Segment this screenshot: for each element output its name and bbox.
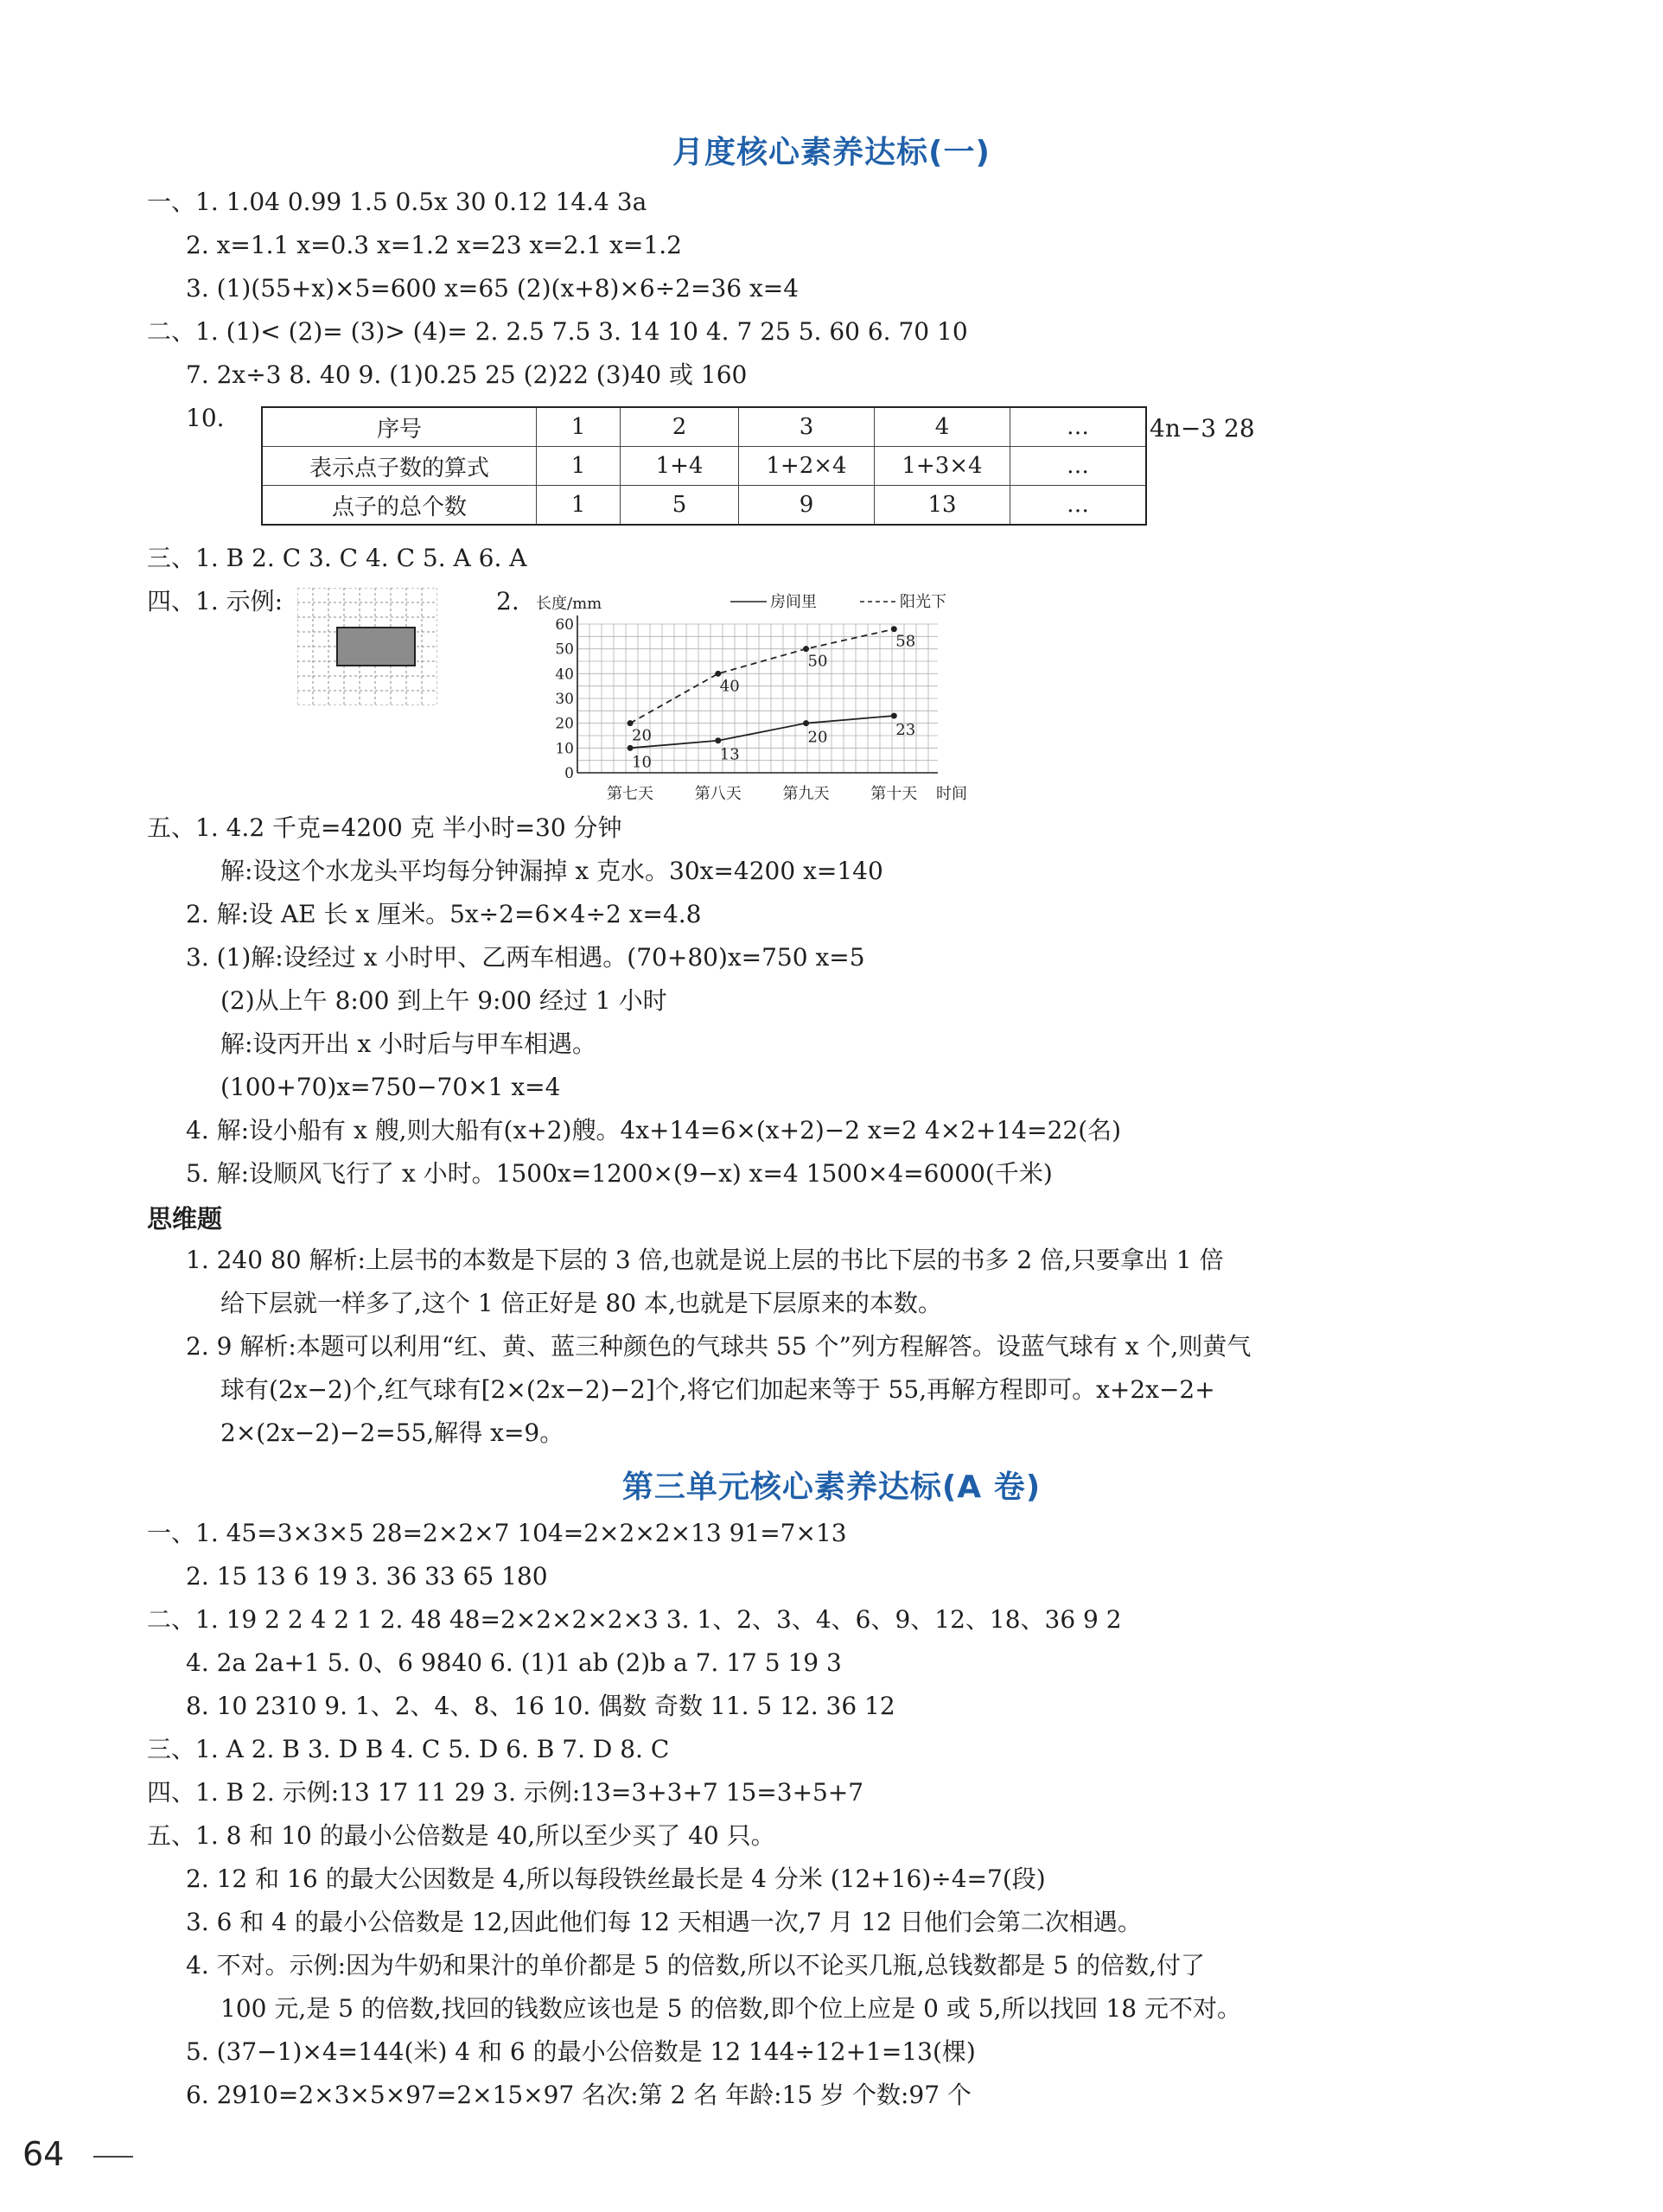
y-tick-label: 10: [555, 740, 574, 758]
answer-line: 五、1. 4.2 千克=4200 克 半小时=30 分钟: [147, 813, 622, 842]
data-point: [628, 720, 634, 726]
series-line-room: [630, 716, 894, 748]
grid-example-figure: [297, 588, 437, 705]
data-point: [715, 737, 721, 743]
table-cell: 4: [875, 407, 1010, 447]
page-number-dash: [93, 2156, 133, 2158]
answer-line: (100+70)x=750−70×1 x=4: [220, 1073, 561, 1101]
y-axis-label: 长度/mm: [536, 595, 602, 613]
section-title-monthly: 月度核心素养达标(一): [672, 135, 991, 170]
data-label: 20: [807, 728, 828, 747]
thinking-section-title: 思维题: [147, 1204, 223, 1233]
data-label: 40: [719, 677, 740, 696]
data-point: [628, 745, 634, 751]
answer-line: 4. 不对。示例:因为牛奶和果汁的单价都是 5 的倍数,所以不论买几瓶,总钱数都是 5 的倍数,付了: [186, 1951, 1205, 1979]
answer-line: 解:设这个水龙头平均每分钟漏掉 x 克水。30x=4200 x=140: [220, 857, 883, 885]
answer-line: 2. x=1.1 x=0.3 x=1.2 x=23 x=2.1 x=1.2: [186, 231, 682, 259]
data-point: [803, 646, 809, 652]
answer-line: 2. 12 和 16 的最大公因数是 4,所以每段铁丝最长是 4 分米 (12+16)÷4=7(段): [186, 1865, 1046, 1893]
section-title-unit3: 第三单元核心素养达标(A 卷): [621, 1469, 1042, 1505]
answer-line: 2. 15 13 6 19 3. 36 33 65 180: [186, 1562, 548, 1590]
table-cell: 序号: [262, 407, 537, 447]
answer-line: 球有(2x−2)个,红气球有[2×(2x−2)−2]个,将它们加起来等于 55,再解方程即可。x+2x−2+: [220, 1375, 1215, 1404]
answer-line: 四、1. 示例:: [147, 587, 284, 615]
table-cell: 9: [739, 486, 875, 526]
answer-line: 四、1. B 2. 示例:13 17 11 29 3. 示例:13=3+3+7 15=3+5+7: [147, 1778, 864, 1807]
table-cell: …: [1010, 407, 1147, 447]
table-cell: …: [1010, 447, 1147, 486]
table-cell: 2: [621, 407, 739, 447]
y-tick-label: 40: [555, 666, 574, 684]
answer-line: 一、1. 1.04 0.99 1.5 0.5x 30 0.12 14.4 3a: [147, 188, 647, 216]
table-cell: 1+4: [621, 447, 739, 486]
table-cell: 1+2×4: [739, 447, 875, 486]
data-point: [891, 713, 897, 719]
data-label: 20: [632, 726, 652, 745]
length-line-chart: [519, 584, 977, 809]
table-cell: 3: [739, 407, 875, 447]
table-cell: …: [1010, 486, 1147, 526]
table-row: [262, 486, 1146, 526]
answer-line: 1. 240 80 解析:上层书的本数是下层的 3 倍,也就是说上层的书比下层的书多 2 倍,只要拿出 1 倍: [186, 1246, 1224, 1274]
answer-line: (2)从上午 8:00 到上午 9:00 经过 1 小时: [220, 986, 667, 1015]
answer-line: 7. 2x÷3 8. 40 9. (1)0.25 25 (2)22 (3)40 或 160: [186, 360, 748, 389]
dot-count-table: [261, 406, 1147, 526]
data-point: [803, 720, 809, 726]
table-cell: 5: [621, 486, 739, 526]
y-tick-label: 20: [555, 715, 574, 733]
answer-line: 二、1. 19 2 2 4 2 1 2. 48 48=2×2×2×2×3 3. 1、2、3、4、6、9、12、18、36 9 2: [147, 1605, 1122, 1634]
answer-line: 3. (1)(55+x)×5=600 x=65 (2)(x+8)×6÷2=36 x=4: [186, 274, 800, 303]
answer-line: 5. 解:设顺风飞行了 x 小时。1500x=1200×(9−x) x=4 1500×4=6000(千米): [186, 1159, 1053, 1188]
x-tick-label: 第七天: [607, 785, 654, 803]
question-10-answer: 4n−3 28: [1150, 414, 1255, 443]
table-cell: 1: [537, 447, 621, 486]
table-cell: 13: [875, 486, 1010, 526]
answer-line: 二、1. (1)< (2)= (3)> (4)= 2. 2.5 7.5 3. 14 10 4. 7 25 5. 60 6. 70 10: [147, 317, 968, 346]
table-cell: 1: [537, 486, 621, 526]
data-label: 58: [895, 632, 916, 651]
data-label: 50: [807, 652, 828, 671]
table-row: [262, 407, 1146, 447]
table-cell: 点子的总个数: [262, 486, 537, 526]
answer-line: 三、1. A 2. B 3. D B 4. C 5. D 6. B 7. D 8. C: [147, 1735, 670, 1763]
data-label: 10: [632, 753, 652, 772]
answer-line: 6. 2910=2×3×5×97=2×15×97 名次:第 2 名 年龄:15 岁 个数:97 个: [186, 2081, 972, 2109]
question-2-label: 2.: [496, 587, 519, 615]
answer-line: 2×(2x−2)−2=55,解得 x=9。: [220, 1418, 564, 1447]
answer-line: 4. 2a 2a+1 5. 0、6 9840 6. (1)1 ab (2)b a 7. 17 5 19 3: [186, 1648, 842, 1677]
y-tick-label: 60: [555, 616, 574, 634]
x-axis-label: 时间: [936, 785, 967, 803]
answer-line: 2. 9 解析:本题可以利用“红、黄、蓝三种颜色的气球共 55 个”列方程解答。设蓝气球有 x 个,则黄气: [186, 1332, 1252, 1361]
answer-line: 5. (37−1)×4=144(米) 4 和 6 的最小公倍数是 12 144÷12+1=13(棵): [186, 2037, 976, 2066]
series-line-sunlight: [630, 629, 894, 724]
table-row: [262, 447, 1146, 486]
data-label: 23: [895, 721, 916, 740]
y-tick-label: 30: [555, 691, 574, 708]
table-cell: 1: [537, 407, 621, 447]
x-tick-label: 第八天: [694, 785, 742, 803]
answer-line: 3. (1)解:设经过 x 小时甲、乙两车相遇。(70+80)x=750 x=5: [186, 943, 865, 972]
y-tick-label: 50: [555, 641, 574, 659]
page-number: 64: [22, 2135, 65, 2173]
answer-line: 100 元,是 5 的倍数,找回的钱数应该也是 5 的倍数,即个位上应是 0 或 5,所以找回 18 元不对。: [220, 1994, 1241, 2023]
y-tick-label: 0: [564, 765, 574, 782]
answer-line: 3. 6 和 4 的最小公倍数是 12,因此他们每 12 天相遇一次,7 月 12 日他们会第二次相遇。: [186, 1908, 1142, 1936]
data-point: [891, 626, 897, 632]
answer-line: 解:设丙开出 x 小时后与甲车相遇。: [220, 1030, 597, 1058]
legend-label: 房间里: [770, 593, 817, 611]
answer-line: 一、1. 45=3×3×5 28=2×2×7 104=2×2×2×13 91=7×13: [147, 1519, 847, 1547]
answer-line: 4. 解:设小船有 x 艘,则大船有(x+2)艘。4x+14=6×(x+2)−2 x=2 4×2+14=22(名): [186, 1116, 1122, 1144]
data-label: 13: [719, 745, 740, 764]
table-cell: 表示点子数的算式: [262, 447, 537, 486]
x-tick-label: 第九天: [782, 785, 830, 803]
answer-line: 三、1. B 2. C 3. C 4. C 5. A 6. A: [147, 544, 527, 572]
answer-line: 五、1. 8 和 10 的最小公倍数是 40,所以至少买了 40 只。: [147, 1821, 775, 1850]
answer-line: 给下层就一样多了,这个 1 倍正好是 80 本,也就是下层原来的本数。: [220, 1289, 942, 1317]
x-tick-label: 第十天: [870, 785, 918, 803]
question-10-label: 10.: [186, 404, 225, 432]
legend-label: 阳光下: [900, 593, 946, 611]
table-cell: 1+3×4: [875, 447, 1010, 486]
answer-line: 8. 10 2310 9. 1、2、4、8、16 10. 偶数 奇数 11. 5 12. 36 12: [186, 1692, 895, 1720]
data-point: [715, 671, 721, 677]
answer-line: 2. 解:设 AE 长 x 厘米。5x÷2=6×4÷2 x=4.8: [186, 900, 702, 928]
